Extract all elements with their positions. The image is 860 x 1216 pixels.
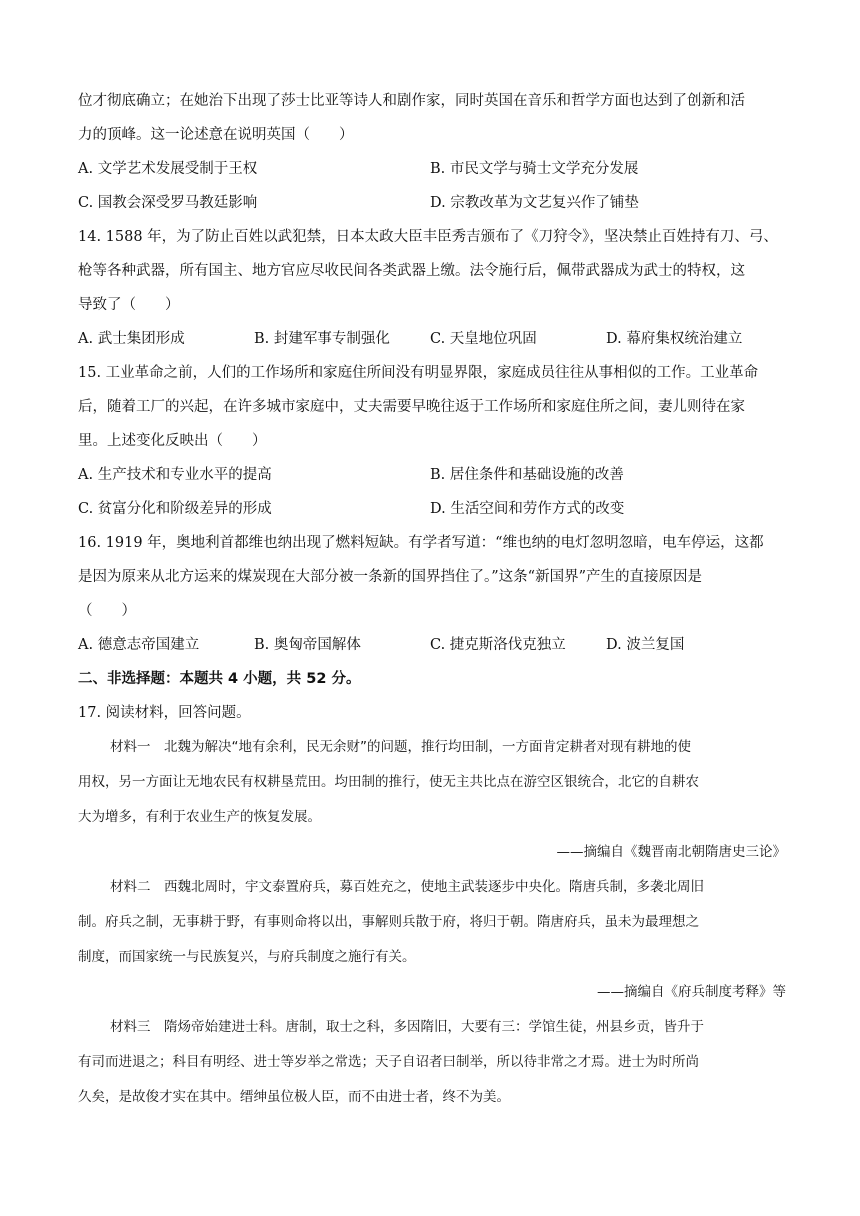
option-c: C. 捷克斯洛伐克独立: [430, 637, 566, 653]
question-intro: 17. 阅读材料，回答问题。: [78, 705, 251, 721]
question-text-line: 位才彻底确立；在她治下出现了莎士比亚等诗人和剧作家，同时英国在音乐和哲学方面也达到了创新和活: [78, 93, 745, 109]
option-b: B. 市民文学与骑士文学充分发展: [430, 161, 639, 177]
option-a: A. 武士集团形成: [78, 331, 185, 347]
question-text-line: 枪等各种武器，所有国主、地方官应尽收民间各类武器上缴。法令施行后，佩带武器成为武士的特权，这: [78, 263, 745, 279]
options-row: [78, 186, 786, 220]
question-13: [78, 84, 786, 220]
question-text-line: 14. 1588 年，为了防止百姓以武犯禁，日本太政大臣丰臣秀吉颁布了《刀狩令》，坚决禁止百姓持有刀、弓、: [78, 229, 778, 245]
option-b: B. 居住条件和基础设施的改善: [430, 467, 624, 483]
option-d: D. 幕府集权统治建立: [606, 331, 743, 347]
section-heading: 二、非选择题：本题共 4 小题，共 52 分。: [78, 671, 361, 687]
option-b: B. 奥匈帝国解体: [254, 637, 361, 653]
option-c: C. 贫富分化和阶级差异的形成: [78, 501, 272, 517]
material-text-line: 制。府兵之制，无事耕于野，有事则命将以出，事解则兵散于府，将归于朝。隋唐府兵，虽未为最理想之: [78, 914, 699, 930]
material-text-line: 有司而进退之；科目有明经、进士等岁举之常选；天子自诏者曰制举，所以待非常之才焉。进士为时所尚: [78, 1054, 699, 1070]
question-17: [78, 696, 786, 1115]
material-text-line: 久矣，是故俊才实在其中。缙绅虽位极人臣，而不由进士者，终不为美。: [78, 1089, 510, 1105]
option-d: D. 生活空间和劳作方式的改变: [430, 501, 625, 517]
option-a: A. 文学艺术发展受制于王权: [78, 161, 258, 177]
material-2: [78, 870, 786, 1010]
question-14: [78, 220, 786, 356]
option-c: C. 国教会深受罗马教廷影响: [78, 195, 258, 211]
material-text-line: 材料二 西魏北周时，宇文泰置府兵，募百姓充之，使地主武装逐步中央化。隋唐兵制，多袭北周旧: [110, 879, 704, 895]
option-a: A. 德意志帝国建立: [78, 637, 200, 653]
question-text-line: 导致了（ ）: [78, 297, 180, 313]
question-text-line: （ ）: [78, 603, 136, 619]
question-text-line: 后，随着工厂的兴起，在许多城市家庭中，丈夫需要早晚往返于工作场所和家庭住所之间，妻儿则待在家: [78, 399, 745, 415]
material-text-line: 用权，另一方面让无地农民有权耕垦荒田。均田制的推行，使无主共比点在游空区银统合，北它的自耕农: [78, 774, 699, 790]
question-text-line: 16. 1919 年，奥地利首都维也纳出现了燃料短缺。有学者写道：“维也纳的电灯忽明忽暗，电车停运，这都: [78, 535, 764, 551]
material-text-line: 材料一 北魏为解决“地有余利，民无余财”的问题，推行均田制，一方面肯定耕者对现有耕地的使: [110, 739, 691, 755]
options-row: [78, 628, 786, 662]
option-a: A. 生产技术和专业水平的提高: [78, 467, 272, 483]
material-source: ——摘编自《府兵制度考释》等: [597, 984, 786, 1000]
options-row: [78, 492, 786, 526]
material-1: [78, 730, 786, 870]
options-row: [78, 458, 786, 492]
question-text-line: 力的顶峰。这一论述意在说明英国（ ）: [78, 127, 354, 143]
option-d: D. 宗教改革为文艺复兴作了铺垫: [430, 195, 639, 211]
material-text-line: 材料三 隋炀帝始建进士科。唐制，取士之科，多因隋旧，大要有三：学馆生徒，州县乡贡，皆升于: [110, 1019, 704, 1035]
option-b: B. 封建军事专制强化: [254, 331, 390, 347]
material-text-line: 制度，而国家统一与民族复兴，与府兵制度之施行有关。: [78, 949, 416, 965]
material-text-line: 大为增多，有利于农业生产的恢复发展。: [78, 809, 321, 825]
exam-page: [78, 84, 786, 1115]
question-16: [78, 526, 786, 662]
question-text-line: 是因为原来从北方运来的煤炭现在大部分被一条新的国界挡住了。”这条“新国界”产生的直接原因是: [78, 569, 702, 585]
question-text-line: 里。上述变化反映出（ ）: [78, 433, 267, 449]
question-text-line: 15. 工业革命之前，人们的工作场所和家庭住所间没有明显界限，家庭成员往往从事相似的工作。工业革命: [78, 365, 759, 381]
material-source: ——摘编自《魏晋南北朝隋唐史三论》: [556, 844, 786, 860]
option-d: D. 波兰复国: [606, 637, 685, 653]
material-3: [78, 1010, 786, 1115]
option-c: C. 天皇地位巩固: [430, 331, 537, 347]
options-row: [78, 322, 786, 356]
question-15: [78, 356, 786, 526]
options-row: [78, 152, 786, 186]
